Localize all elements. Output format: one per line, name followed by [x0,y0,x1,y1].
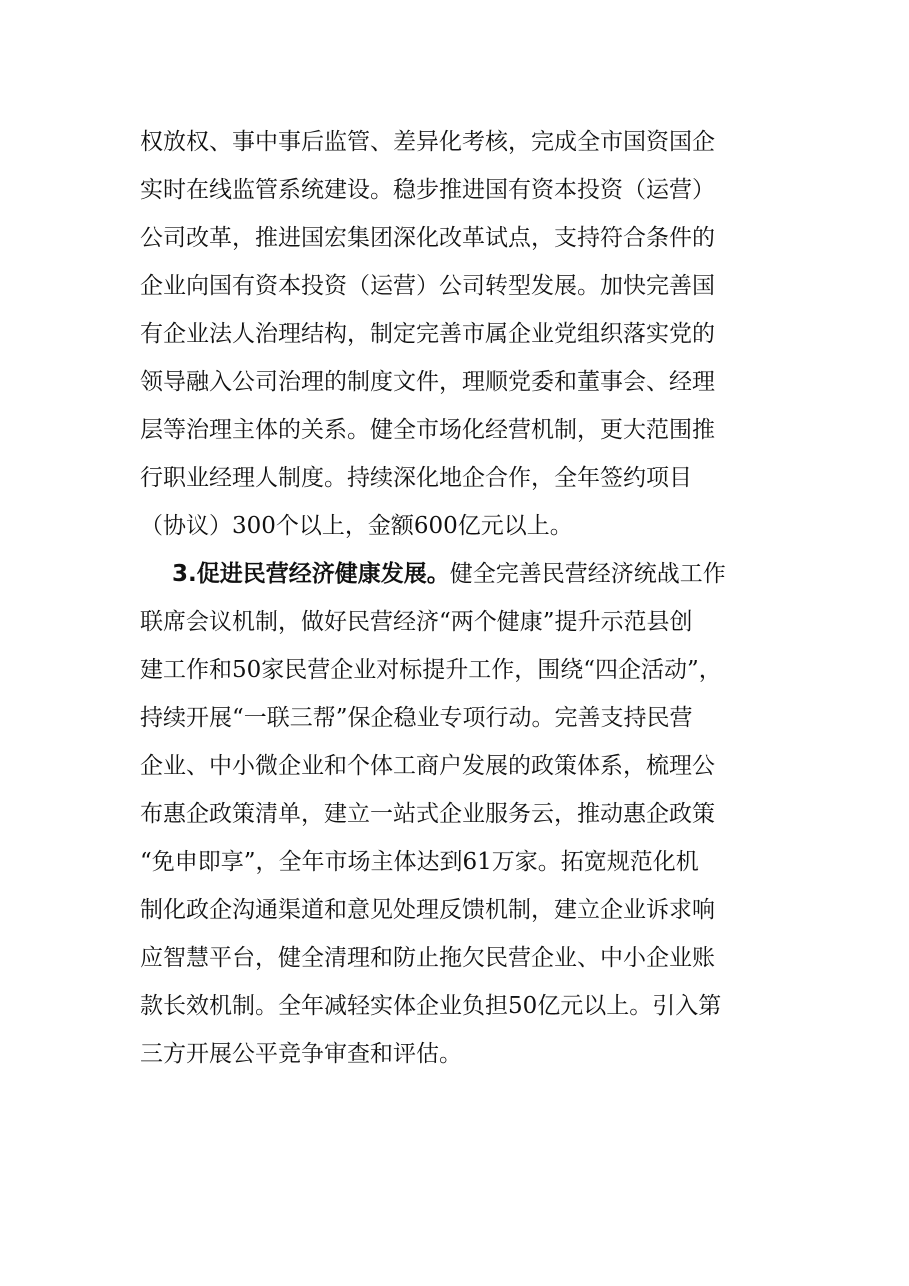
paragraph-line: 布惠企政策清单，建立一站式企业服务云，推动惠企政策 [140,801,715,827]
paragraph-line: 建工作和50家民营企业对标提升工作，围绕“四企活动”， [140,657,722,683]
paragraph-line: 持续开展“一联三帮”保企稳业专项行动。完善支持民营 [140,705,693,731]
paragraph-line: 款长效机制。全年减轻实体企业负担50亿元以上。引入第 [140,993,722,1019]
paragraph-line: （协议）300个以上，金额600亿元以上。 [140,513,573,539]
paragraph-line: “免申即享”，全年市场主体达到61万家。拓宽规范化机 [140,849,699,875]
section-3 [140,550,780,1078]
paragraph-line: 行职业经理人制度。持续深化地企合作，全年签约项目 [140,465,692,491]
paragraph-line: 企业向国有资本投资（运营）公司转型发展。加快完善国 [140,273,715,299]
paragraph-line: 应智慧平台，健全清理和防止拖欠民营企业、中小企业账 [140,945,715,971]
paragraph-line: 有企业法人治理结构，制定完善市属企业党组织落实党的 [140,321,715,347]
paragraph-line: 领导融入公司治理的制度文件，理顺党委和董事会、经理 [140,369,715,395]
paragraph-line: 制化政企沟通渠道和意见处理反馈机制，建立企业诉求响 [140,897,715,923]
paragraph-line: 层等治理主体的关系。健全市场化经营机制，更大范围推 [140,417,715,443]
paragraph-line: 实时在线监管系统建设。稳步推进国有资本投资（运营） [140,177,715,203]
section-3-first-line [140,550,780,598]
paragraph-line: 企业、中小微企业和个体工商户发展的政策体系，梳理公 [140,753,715,779]
paragraph-line: 公司改革，推进国宏集团深化改革试点，支持符合条件的 [140,225,715,251]
paragraph-1 [140,118,780,550]
paragraph-line: 权放权、事中事后监管、差异化考核，完成全市国资国企 [140,129,715,155]
paragraph-line: 三方开展公平竞争审查和评估。 [140,1041,462,1067]
section-3-heading: 3.促进民营经济健康发展。 [172,561,450,587]
paragraph-line: 联席会议机制，做好民营经济“两个健康”提升示范县创 [140,609,693,635]
document-body [140,118,780,1078]
section-3-first-line-text: 健全完善民营经济统战工作 [449,561,726,587]
